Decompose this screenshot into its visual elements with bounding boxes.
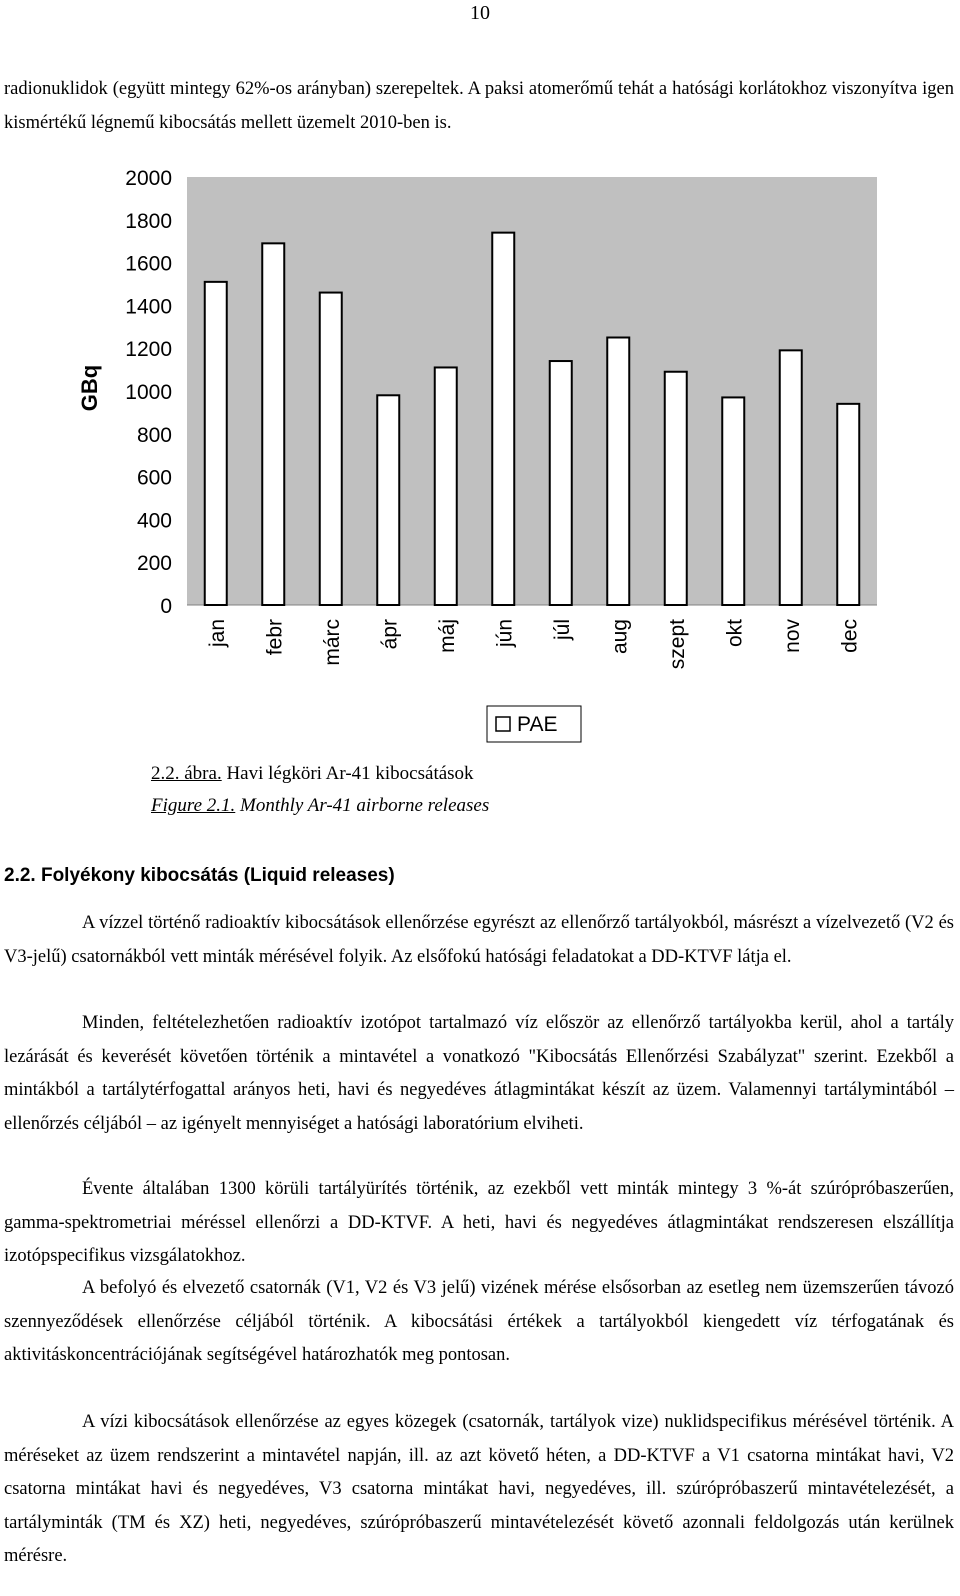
intro-paragraph: radionuklidok (együtt mintegy 62%-os arányban) szerepeltek. A paksi atomerőmű tehát a hatósági korlátokhoz viszonyítva igen kismértékű légnemű kibocsátás mellett üzemelt 2010-ben is.	[4, 79, 954, 133]
bar	[377, 395, 399, 605]
x-tick-label: febr	[263, 619, 287, 656]
bar	[435, 367, 457, 605]
caption-text-hu: Havi légköri Ar-41 kibocsátások	[221, 763, 474, 784]
caption-label-hu: 2.2. ábra.	[151, 763, 222, 784]
x-tick-label: dec	[838, 619, 862, 653]
bar	[837, 404, 859, 605]
paragraph-5: A vízi kibocsátások ellenőrzése az egyes közegek (csatornák, tartályok vize) nuklidspecifikus mérésével történik. A méréseket az üzem rendszerint a mintavétel napján, ill. az azt követő héten, a DD-KTVF a V1 csatorna mintákat havi, V2 csatorna mintákat havi és negyedéves, V3 csatorna mintákat havi, negyedéves, ill. szúrópróbaszerű mintavételezését, a tartályminták (TM és XZ) heti, negyedéves, szúrópróbaszerű mintavételezését követő azonnali feldolgozás után kerülnek mérésre.	[4, 1412, 954, 1566]
y-tick-label: 200	[136, 552, 172, 576]
bar	[205, 282, 227, 605]
y-tick-label: 600	[136, 466, 172, 490]
x-tick-label: ápr	[378, 619, 402, 650]
y-tick-label: 1400	[125, 295, 172, 319]
x-tick-label: jún	[493, 619, 517, 648]
bar	[550, 361, 572, 605]
bar	[492, 233, 514, 605]
page-number: 10	[470, 2, 490, 24]
y-tick-label: 1600	[125, 252, 172, 276]
y-tick-label: 1000	[125, 381, 172, 404]
y-tick-label: 1200	[125, 338, 172, 362]
y-tick-label: 1800	[125, 209, 172, 233]
x-tick-label: szept	[665, 619, 689, 670]
x-tick-label: aug	[608, 619, 632, 655]
y-tick-label: 0	[160, 595, 172, 618]
paragraph-3: Évente általában 1300 körüli tartályürítés történik, az ezekből vett minták mintegy 3 %-át szúrópróbaszerűen, gamma-spektrometriai méréssel ellenőrzi a DD-KTVF. A heti, havi és negyedéves átlagmintákat rendszeresen elszállítja izotópspecifikus vizsgálatokhoz.	[4, 1179, 954, 1266]
caption-text-en: Monthly Ar-41 airborne releases	[235, 795, 490, 816]
y-tick-label: 2000	[125, 167, 172, 190]
paragraph-4: A befolyó és elvezető csatornák (V1, V2 és V3 jelű) vizének mérése elsősorban az esetleg nem üzemszerűen távozó szennyeződések ellenőrzése céljából történik. A kibocsátási értékek a tartályokból kiengedett víz térfogatának és aktivitáskoncentrációjának segítségével határozhatók meg pontosan.	[4, 1278, 954, 1365]
figure-caption-english	[151, 795, 489, 817]
y-tick-label: 800	[136, 423, 172, 447]
section-heading: 2.2. Folyékony kibocsátás (Liquid releases)	[4, 865, 395, 886]
bar	[722, 397, 744, 605]
bar	[262, 243, 284, 605]
figure-caption-hungarian	[151, 763, 474, 785]
plot-area	[187, 177, 877, 605]
x-tick-label: márc	[320, 619, 344, 666]
bar	[320, 293, 342, 605]
caption-label-en: Figure 2.1.	[151, 795, 236, 816]
bar	[607, 338, 629, 606]
legend-swatch	[496, 717, 510, 731]
paragraph-1: A vízzel történő radioaktív kibocsátások ellenőrzése egyrészt az ellenőrző tartályokból, másrészt a vízelvezető (V2 és V3-jelű) csatornákból vett minták mérésével folyik. Az elsőfokú hatósági feladatokat a DD-KTVF látja el.	[4, 913, 954, 967]
x-tick-label: máj	[435, 619, 459, 653]
legend-label: PAE	[517, 713, 558, 736]
bar-chart	[0, 150, 960, 750]
paragraph-2: Minden, feltételezhetően radioaktív izotópot tartalmazó víz először az ellenőrző tartályokba kerül, ahol a tartály lezárását és keverését követően történik a mintavétel a vonatkozó "Kibocsátás Ellenőrzési Szabályzat" szerint. Ezekből a mintákból a tartálytérfogattal arányos heti, havi és negyedéves átlagmintákat készít az üzem. Valamennyi tartálymintából – ellenőrzés céljából – az igényelt mennyiséget a hatósági laboratórium elviheti.	[4, 1013, 954, 1134]
x-tick-label: júl	[550, 619, 574, 641]
bar	[780, 350, 802, 605]
x-tick-label: okt	[723, 619, 747, 648]
y-axis-label: GBq	[77, 364, 102, 412]
y-tick-label: 400	[136, 509, 172, 533]
x-tick-label: nov	[780, 619, 804, 653]
bar	[665, 372, 687, 605]
x-tick-label: jan	[205, 619, 229, 648]
